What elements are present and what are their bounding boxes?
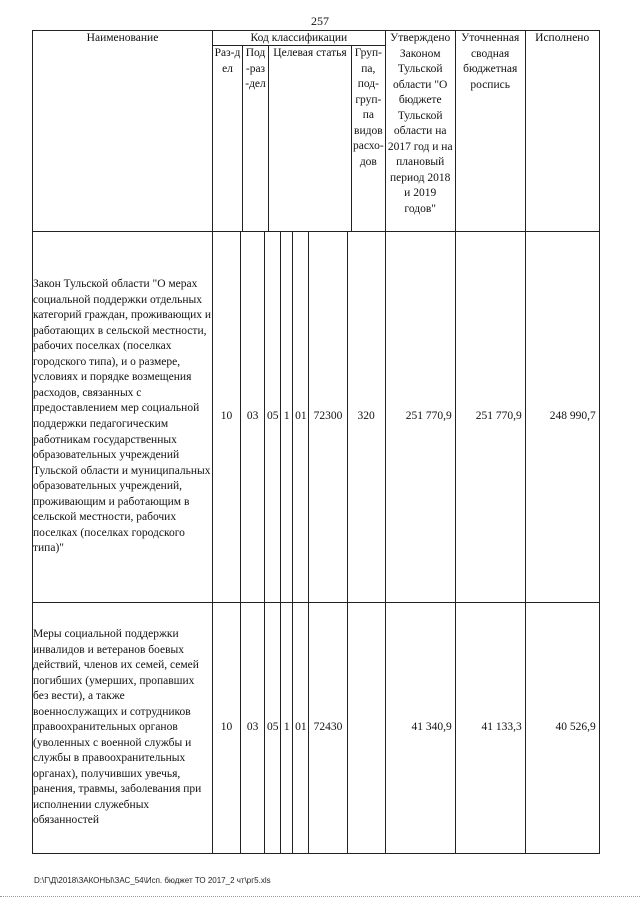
- row-name: Меры социальной поддержки инвалидов и ветеранов боевых действий, членов их семей, семей погибших (умерших, пропавших без вести), а также военнослужащих и сотрудников правоохранительных органов (уволенных с военной службы и службы в правоохранительных органах), получивших увечья, ранения, травмы, заболевания при исполнении служебных обязанностей: [33, 603, 213, 854]
- row-executed: 40 526,9: [525, 603, 599, 854]
- row-target-direction: 72300: [309, 232, 347, 603]
- header-approved: [385, 31, 455, 232]
- header-executed-label: Исполнено: [535, 32, 590, 44]
- header-subsection: Под-раз-дел: [243, 46, 269, 231]
- row-section: 10: [213, 603, 241, 854]
- row-target-event: 01: [293, 232, 309, 603]
- row-refined: 41 133,3: [455, 603, 525, 854]
- row-expense-group: 320: [347, 232, 385, 603]
- table-header-row: [33, 31, 600, 232]
- header-code-group-label: Код классификации: [213, 31, 385, 46]
- row-approved: 41 340,9: [385, 603, 455, 854]
- row-name: Закон Тульской области "О мерах социальной поддержки отдельных категорий граждан, проживающих и работающих в сельской местности, рабочих поселках (поселках городского типа), и о размере, условиях и порядке возмещения расходов, связанных с предоставлением мер социальной поддержки педагогическим работникам государственных образовательных учреждений Тульской области и муниципальных образовательных учреждений, проживающим и работающим в сельской местности, рабочих поселках (поселках городского типа)": [33, 232, 213, 603]
- budget-table: [32, 30, 600, 854]
- row-target-event: 01: [293, 603, 309, 854]
- header-section: Раз-дел: [213, 46, 243, 231]
- table-row: [33, 232, 600, 603]
- row-expense-group: [347, 603, 385, 854]
- header-name: [33, 31, 213, 232]
- file-path-footer: D:\Г\Д\2018\ЗАКОНЫ\ЗАС_54\Исп. бюджет ТО 2017_2 чт\рг5.xls: [34, 876, 271, 885]
- row-target-program: 05: [265, 603, 281, 854]
- row-approved: 251 770,9: [385, 232, 455, 603]
- header-name-label: Наименование: [86, 32, 159, 44]
- header-refined: [455, 31, 525, 232]
- row-subsection: 03: [241, 232, 265, 603]
- row-target-subprogram: 1: [281, 603, 293, 854]
- row-target-direction: 72430: [309, 603, 347, 854]
- header-code-group: [213, 31, 386, 232]
- row-subsection: 03: [241, 603, 265, 854]
- row-target-program: 05: [265, 232, 281, 603]
- page-number: 257: [311, 14, 329, 28]
- row-target-subprogram: 1: [281, 232, 293, 603]
- row-section: 10: [213, 232, 241, 603]
- header-executed: [525, 31, 599, 232]
- header-approved-label: Утверждено Законом Тульской области "О бюджете Тульской области на 2017 год и на плановый период 2018 и 2019 годов": [387, 32, 453, 215]
- header-refined-label: Уточненная сводная бюджетная роспись: [461, 32, 520, 91]
- bottom-divider: [0, 890, 640, 897]
- header-target-article: Целевая статья: [269, 46, 352, 231]
- row-refined: 251 770,9: [455, 232, 525, 603]
- header-expense-group: Груп-па, под-груп-па видов расхо-дов: [353, 47, 384, 168]
- table-row: [33, 603, 600, 854]
- row-executed: 248 990,7: [525, 232, 599, 603]
